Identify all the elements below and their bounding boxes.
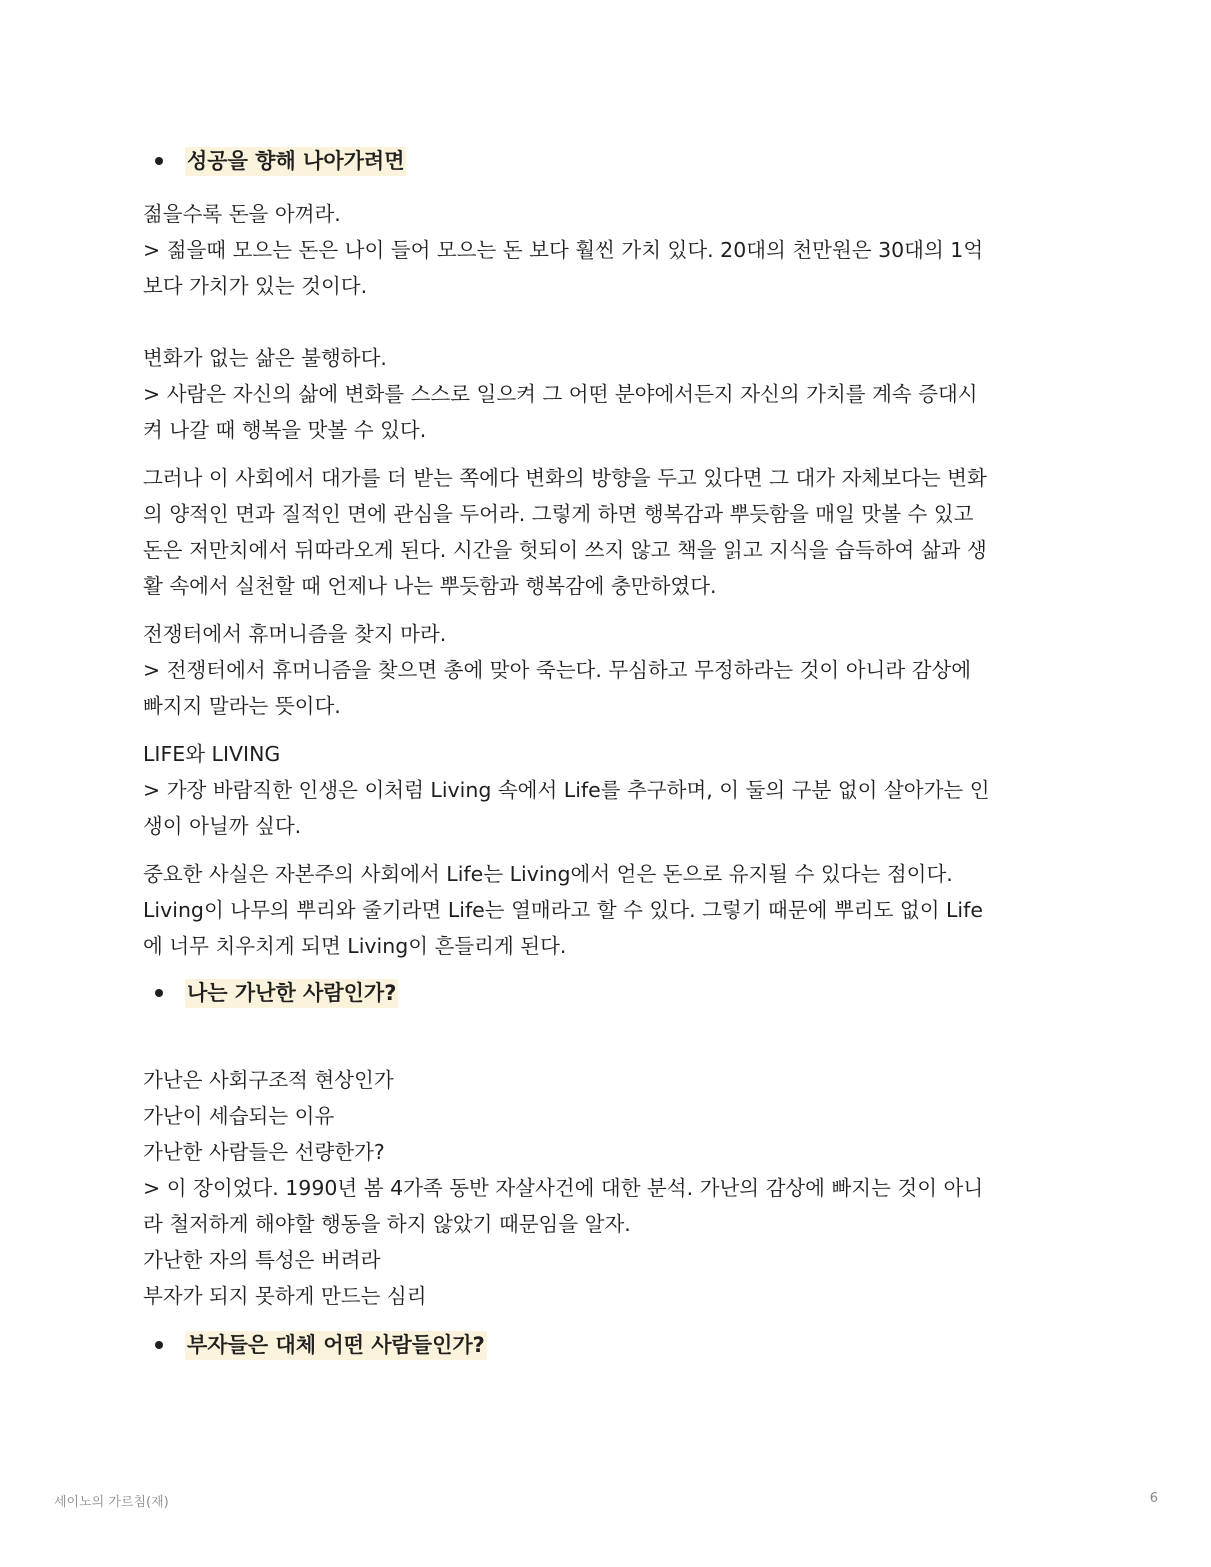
section-heading-rich-people [143,1322,1073,1368]
text-line: 전쟁터에서 휴머니즘을 찾지 마라. [143,622,447,646]
text-line: > 전쟁터에서 휴머니즘을 찾으면 총에 맞아 죽는다. 무심하고 무정하라는 것이 아니라 감상에 [143,658,972,682]
text-line: 보다 가치가 있는 것이다. [143,274,368,298]
paragraph-poverty-list [143,1062,1073,1314]
page-content [143,138,1073,1368]
text-line: 라 철저하게 해야할 행동을 하지 않았기 때문임을 알자. [143,1212,631,1236]
text-line: Living이 나무의 뿌리와 줄기라면 Life는 열매라고 할 수 있다. 그렇기 때문에 뿌리도 없이 Life [143,898,983,922]
text-line: 가난이 세습되는 이유 [143,1104,335,1128]
text-line: 가난한 자의 특성은 버려라 [143,1248,381,1272]
paragraph-life-living [143,736,1073,844]
section-heading-poverty [143,970,1073,1016]
text-line: 변화가 없는 삶은 불행하다. [143,346,387,370]
footer-page-number: 6 [1149,1491,1158,1506]
text-line: > 젊을때 모으는 돈은 나이 들어 모으는 돈 보다 훨씬 가치 있다. 20대의 천만원은 30대의 1억 [143,238,984,262]
text-line: 가난한 사람들은 선량한가? [143,1140,385,1164]
bullet-dot [155,989,163,997]
heading-text: 성공을 향해 나아가려면 [185,147,406,176]
text-line: 의 양적인 면과 질적인 면에 관심을 두어라. 그렇게 하면 행복감과 뿌듯함을 매일 맛볼 수 있고 [143,502,974,526]
bullet-dot [155,157,163,165]
text-line: > 사람은 자신의 삶에 변화를 스스로 일으켜 그 어떤 분야에서든지 자신의 가치를 계속 증대시 [143,382,978,406]
text-line: 돈은 저만치에서 뒤따라오게 된다. 시간을 헛되이 쓰지 않고 책을 읽고 지식을 습득하여 삶과 생 [143,538,987,562]
heading-text: 나는 가난한 사람인가? [185,979,398,1008]
text-line: 켜 나갈 때 행복을 맛볼 수 있다. [143,418,427,442]
paragraph-change [143,340,1073,448]
text-line: 젊을수록 돈을 아껴라. [143,202,341,226]
text-line: 가난은 사회구조적 현상인가 [143,1068,394,1092]
text-line: 그러나 이 사회에서 대가를 더 받는 쪽에다 변화의 방향을 두고 있다면 그 대가 자체보다는 변화 [143,466,987,490]
section-heading-success [143,138,1073,184]
text-line: LIFE와 LIVING [143,742,281,766]
text-line: 에 너무 치우치게 되면 Living이 흔들리게 된다. [143,934,567,958]
text-line: 활 속에서 실천할 때 언제나 나는 뿌듯함과 행복감에 충만하였다. [143,574,717,598]
text-line: 빠지지 말라는 뜻이다. [143,694,341,718]
footer-document-title: 세이노의 가르침(재) [54,1495,169,1510]
paragraph-capitalism [143,856,1073,964]
paragraph-reward [143,460,1073,604]
heading-text: 부자들은 대체 어떤 사람들인가? [185,1331,487,1360]
text-line: > 이 장이었다. 1990년 봄 4가족 동반 자살사건에 대한 분석. 가난의 감상에 빠지는 것이 아니 [143,1176,984,1200]
paragraph-humanism [143,616,1073,724]
text-line: 생이 아닐까 싶다. [143,814,302,838]
paragraph-save-money [143,196,1073,304]
bullet-dot [155,1341,163,1349]
text-line: 부자가 되지 못하게 만드는 심리 [143,1284,427,1308]
text-line: 중요한 사실은 자본주의 사회에서 Life는 Living에서 얻은 돈으로 유지될 수 있다는 점이다. [143,862,953,886]
text-line: > 가장 바람직한 인생은 이처럼 Living 속에서 Life를 추구하며, 이 둘의 구분 없이 살아가는 인 [143,778,990,802]
